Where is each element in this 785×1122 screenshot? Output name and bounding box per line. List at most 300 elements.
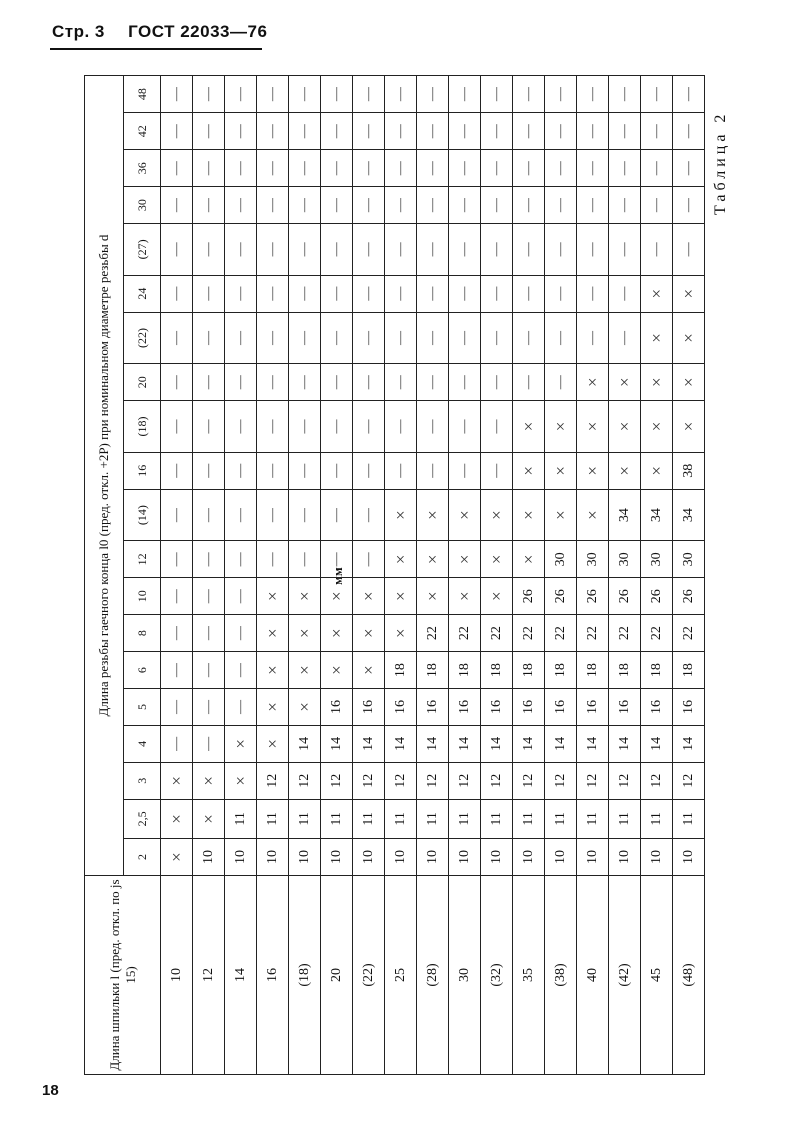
thread-length-cell: × [161,839,193,876]
thread-length-cell: × [321,578,353,615]
thread-length-cell: × [449,541,481,578]
thread-length-cell: × [545,452,577,489]
table-row [385,76,417,1075]
thread-length-cell: × [385,489,417,541]
thread-length-cell: 26 [609,578,641,615]
thread-length-cell: — [385,401,417,453]
thread-length-cell: — [257,150,289,187]
thread-length-cell: — [225,312,257,364]
thread-length-cell: 30 [641,541,673,578]
thread-length-cell: 12 [257,762,289,799]
thread-length-cell: — [385,312,417,364]
thread-length-cell: — [225,489,257,541]
thread-length-cell: 22 [673,615,705,652]
thread-length-cell: × [161,762,193,799]
thread-length-cell: 26 [545,578,577,615]
thread-length-cell: — [641,113,673,150]
thread-length-cell: 12 [289,762,321,799]
thread-length-cell: 16 [577,689,609,726]
thread-length-cell: 11 [385,799,417,838]
thread-length-cell: × [609,452,641,489]
thread-length-cell: — [225,113,257,150]
thread-length-cell: 18 [545,652,577,689]
table-title: Таблица 2 [712,110,729,215]
thread-length-cell: × [673,275,705,312]
thread-length-cell: — [385,275,417,312]
thread-length-cell: — [513,113,545,150]
thread-length-cell: — [673,76,705,113]
table-row [481,76,513,1075]
thread-length-cell: 30 [673,541,705,578]
thread-length-cell: — [385,452,417,489]
thread-length-cell: × [225,725,257,762]
thread-length-cell: 26 [577,578,609,615]
thread-length-cell: — [513,275,545,312]
stud-length-cell: 16 [257,876,289,1075]
thread-length-cell: 11 [257,799,289,838]
thread-length-cell: × [513,452,545,489]
thread-length-cell: — [225,364,257,401]
thread-length-cell: — [577,150,609,187]
thread-length-cell: 16 [353,689,385,726]
thread-length-cell: 34 [609,489,641,541]
thread-length-cell: 18 [577,652,609,689]
thread-length-cell: 11 [545,799,577,838]
thread-length-cell: — [577,224,609,276]
thread-length-cell: 12 [449,762,481,799]
thread-length-cell: — [225,541,257,578]
thread-length-cell: — [289,113,321,150]
thread-length-cell: — [545,76,577,113]
table-unit: мм [330,567,345,585]
thread-length-cell: — [161,452,193,489]
thread-length-cell: 11 [321,799,353,838]
thread-length-cell: 14 [577,725,609,762]
thread-length-cell: — [481,401,513,453]
stud-length-cell: (18) [289,876,321,1075]
diameter-header-cell: (14) [124,489,161,541]
thread-length-cell: — [481,312,513,364]
stud-length-table [84,75,705,1075]
table-row [225,76,257,1075]
table-row [161,76,193,1075]
thread-length-cell: 11 [449,799,481,838]
thread-length-cell: — [193,76,225,113]
thread-length-cell: — [609,312,641,364]
thread-length-cell: × [641,364,673,401]
thread-length-cell: — [353,452,385,489]
diameter-header-cell: 36 [124,150,161,187]
thread-length-cell: — [321,113,353,150]
thread-length-cell: — [673,113,705,150]
thread-length-cell: 11 [417,799,449,838]
thread-length-cell: 14 [321,725,353,762]
thread-length-cell: — [321,187,353,224]
thread-length-cell: × [385,541,417,578]
thread-length-cell: — [449,275,481,312]
thread-length-cell: — [225,275,257,312]
thread-length-cell: — [225,452,257,489]
thread-length-cell: × [193,799,225,838]
thread-length-cell: — [513,364,545,401]
thread-length-cell: × [257,652,289,689]
thread-length-cell: × [417,578,449,615]
thread-length-cell: — [289,224,321,276]
thread-length-cell: — [353,224,385,276]
thread-length-cell: — [257,312,289,364]
thread-length-cell: × [353,652,385,689]
thread-length-cell: — [353,401,385,453]
thread-length-cell: × [321,615,353,652]
thread-length-cell: — [161,652,193,689]
thread-length-cell: × [673,364,705,401]
thread-length-cell: — [481,187,513,224]
thread-length-cell: × [289,652,321,689]
thread-length-cell: — [449,76,481,113]
thread-length-cell: — [257,275,289,312]
diameter-header-cell: 20 [124,364,161,401]
diameter-header-cell: 6 [124,652,161,689]
diameter-header-cell: 10 [124,578,161,615]
thread-length-cell: 10 [449,839,481,876]
thread-length-cell: — [417,224,449,276]
thread-length-cell: 22 [449,615,481,652]
thread-length-cell: — [193,275,225,312]
thread-length-cell: — [193,401,225,453]
thread-length-cell: — [321,541,353,578]
thread-length-cell: 22 [417,615,449,652]
thread-length-cell: — [193,489,225,541]
thread-length-cell: — [417,113,449,150]
thread-length-cell: — [161,187,193,224]
thread-length-cell: — [385,113,417,150]
table-row [449,76,481,1075]
thread-length-cell: — [481,150,513,187]
thread-length-cell: — [161,401,193,453]
thread-length-cell: — [481,113,513,150]
thread-length-cell: × [641,275,673,312]
thread-length-cell: — [193,689,225,726]
thread-length-cell: × [513,401,545,453]
thread-length-cell: — [353,312,385,364]
thread-length-cell: 11 [353,799,385,838]
thread-length-cell: — [289,364,321,401]
table-row [577,76,609,1075]
thread-length-cell: — [289,452,321,489]
thread-length-cell: × [353,578,385,615]
thread-length-cell: — [513,312,545,364]
thread-length-cell: — [449,452,481,489]
thread-length-cell: 34 [641,489,673,541]
thread-length-cell: × [481,489,513,541]
thread-length-cell: 10 [641,839,673,876]
thread-length-cell: 10 [385,839,417,876]
thread-length-cell: 11 [641,799,673,838]
thread-length-cell: 12 [641,762,673,799]
thread-length-cell: — [289,187,321,224]
thread-length-cell: 10 [609,839,641,876]
thread-length-cell: 10 [257,839,289,876]
thread-length-cell: × [193,762,225,799]
thread-length-cell: — [353,541,385,578]
thread-length-cell: 26 [513,578,545,615]
thread-length-cell: — [193,364,225,401]
thread-length-cell: × [641,401,673,453]
thread-length-cell: 16 [673,689,705,726]
thread-length-cell: — [609,150,641,187]
thread-length-cell: — [481,452,513,489]
thread-length-cell: — [225,150,257,187]
thread-length-cell: 16 [545,689,577,726]
thread-length-cell: — [257,76,289,113]
thread-length-cell: 10 [321,839,353,876]
standard-number: ГОСТ 22033—76 [128,22,268,41]
thread-length-cell: — [289,76,321,113]
page-header [52,22,267,42]
diameter-header-cell: 4 [124,725,161,762]
thread-length-cell: 12 [609,762,641,799]
thread-length-cell: — [385,76,417,113]
thread-length-cell: 22 [577,615,609,652]
thread-length-cell: — [417,275,449,312]
thread-length-cell: — [257,452,289,489]
thread-length-cell: — [193,541,225,578]
thread-length-cell: × [385,578,417,615]
thread-length-cell: × [257,725,289,762]
thread-length-cell: 16 [417,689,449,726]
thread-length-cell: 22 [609,615,641,652]
thread-length-cell: × [577,452,609,489]
stud-length-cell: 14 [225,876,257,1075]
thread-length-cell: — [161,725,193,762]
stub-header: Длина шпильки l (пред. откл. по js 15) [85,876,161,1075]
thread-length-cell: 16 [481,689,513,726]
thread-length-cell: 14 [609,725,641,762]
thread-length-cell: 18 [385,652,417,689]
thread-length-cell: — [257,401,289,453]
thread-length-cell: × [289,578,321,615]
thread-length-cell: — [161,76,193,113]
thread-length-cell: — [321,364,353,401]
thread-length-cell: — [161,489,193,541]
thread-length-cell: — [417,312,449,364]
thread-length-cell: 18 [417,652,449,689]
thread-length-cell: 22 [513,615,545,652]
thread-length-cell: 34 [673,489,705,541]
thread-length-cell: — [513,187,545,224]
thread-length-cell: 22 [641,615,673,652]
thread-length-cell: — [545,224,577,276]
diameter-header-cell: (22) [124,312,161,364]
thread-length-cell: 10 [417,839,449,876]
table-row [193,76,225,1075]
thread-length-cell: — [257,187,289,224]
diameter-header-cell: (18) [124,401,161,453]
thread-length-cell: — [321,489,353,541]
thread-length-cell: — [353,150,385,187]
diameter-header-cell: (27) [124,224,161,276]
thread-length-cell: — [417,150,449,187]
thread-length-cell: — [289,275,321,312]
thread-length-cell: 10 [289,839,321,876]
thread-length-cell: × [417,489,449,541]
thread-length-cell: × [321,652,353,689]
thread-length-cell: 30 [545,541,577,578]
thread-length-cell: × [257,689,289,726]
thread-length-cell: — [609,224,641,276]
thread-length-cell: — [289,541,321,578]
thread-length-cell: — [161,150,193,187]
thread-length-cell: — [641,187,673,224]
thread-length-cell: 12 [673,762,705,799]
thread-length-cell: — [161,541,193,578]
thread-length-cell: 14 [545,725,577,762]
table-row [513,76,545,1075]
thread-length-cell: — [193,615,225,652]
thread-length-cell: 18 [513,652,545,689]
thread-length-cell: — [257,364,289,401]
thread-length-cell: — [577,275,609,312]
thread-length-cell: 18 [673,652,705,689]
stud-length-cell: (32) [481,876,513,1075]
thread-length-cell: — [673,150,705,187]
thread-length-cell: × [673,312,705,364]
thread-length-cell: × [481,541,513,578]
table-row [289,76,321,1075]
stud-length-cell: 30 [449,876,481,1075]
thread-length-cell: — [641,76,673,113]
thread-length-cell: × [577,364,609,401]
diameter-header-cell: 3 [124,762,161,799]
thread-length-cell: — [673,224,705,276]
thread-length-cell: — [193,452,225,489]
thread-length-cell: — [289,312,321,364]
thread-length-cell: — [321,150,353,187]
thread-length-cell: × [545,489,577,541]
thread-length-cell: × [513,489,545,541]
thread-length-cell: — [257,224,289,276]
thread-length-cell: — [353,275,385,312]
table-row [417,76,449,1075]
stud-length-cell: 45 [641,876,673,1075]
thread-length-cell: × [513,541,545,578]
stud-length-cell: (22) [353,876,385,1075]
thread-length-cell: — [609,76,641,113]
page-label: Стр. 3 [52,22,105,41]
thread-length-cell: — [673,187,705,224]
thread-length-cell: — [513,150,545,187]
thread-length-cell: × [257,578,289,615]
diameter-header-cell: 30 [124,187,161,224]
thread-length-cell: 11 [609,799,641,838]
thread-length-cell: × [641,312,673,364]
thread-length-cell: 18 [481,652,513,689]
thread-length-cell: 10 [353,839,385,876]
thread-length-cell: — [161,364,193,401]
thread-length-cell: 12 [321,762,353,799]
diameter-header-cell: 42 [124,113,161,150]
thread-length-cell: × [641,452,673,489]
thread-length-cell: — [193,578,225,615]
thread-length-cell: 16 [641,689,673,726]
thread-length-cell: — [225,187,257,224]
thread-length-cell: — [289,489,321,541]
thread-length-cell: 12 [353,762,385,799]
thread-length-cell: — [417,401,449,453]
thread-length-cell: — [353,187,385,224]
thread-length-cell: 10 [193,839,225,876]
thread-length-cell: — [577,187,609,224]
rotated-table-area [0,75,760,1075]
thread-length-cell: — [161,689,193,726]
thread-length-cell: × [385,615,417,652]
thread-length-cell: — [417,187,449,224]
thread-length-cell: — [321,452,353,489]
thread-length-cell: — [417,76,449,113]
thread-length-cell: 14 [417,725,449,762]
thread-length-cell: — [161,113,193,150]
thread-length-cell: — [257,489,289,541]
thread-length-cell: — [417,452,449,489]
thread-length-cell: — [481,275,513,312]
thread-length-cell: 14 [289,725,321,762]
thread-length-cell: — [641,224,673,276]
stud-length-cell: 20 [321,876,353,1075]
thread-length-cell: 18 [449,652,481,689]
thread-length-cell: — [545,364,577,401]
thread-length-cell: 16 [449,689,481,726]
table-body [161,76,705,1075]
thread-length-cell: 16 [513,689,545,726]
thread-length-cell: 12 [385,762,417,799]
thread-length-cell: × [257,615,289,652]
thread-length-cell: — [193,652,225,689]
thread-length-cell: 30 [577,541,609,578]
thread-length-cell: — [161,275,193,312]
thread-length-cell: 16 [321,689,353,726]
thread-length-cell: 38 [673,452,705,489]
table-row [321,76,353,1075]
thread-length-cell: — [321,275,353,312]
thread-length-cell: 14 [673,725,705,762]
stud-length-cell: (38) [545,876,577,1075]
thread-length-cell: 12 [513,762,545,799]
table-row [641,76,673,1075]
thread-length-cell: — [417,364,449,401]
stud-length-cell: 12 [193,876,225,1075]
thread-length-cell: — [449,113,481,150]
thread-length-cell: × [577,489,609,541]
thread-length-cell: 30 [609,541,641,578]
thread-length-cell: — [225,615,257,652]
thread-length-cell: — [353,364,385,401]
thread-length-cell: — [577,76,609,113]
thread-length-cell: 12 [545,762,577,799]
group-header: Длина резьбы гаечного конца l0 (пред. откл. +2P) при номинальном диаметре резьбы d [85,76,124,876]
thread-length-cell: — [289,150,321,187]
thread-length-cell: — [545,187,577,224]
thread-length-cell: — [321,312,353,364]
stud-length-cell: (28) [417,876,449,1075]
thread-length-cell: 11 [289,799,321,838]
table-header-row [85,76,124,1075]
thread-length-cell: — [161,312,193,364]
thread-length-cell: — [513,224,545,276]
thread-length-cell: 11 [513,799,545,838]
thread-length-cell: 14 [481,725,513,762]
thread-length-cell: × [673,401,705,453]
thread-length-cell: × [449,489,481,541]
